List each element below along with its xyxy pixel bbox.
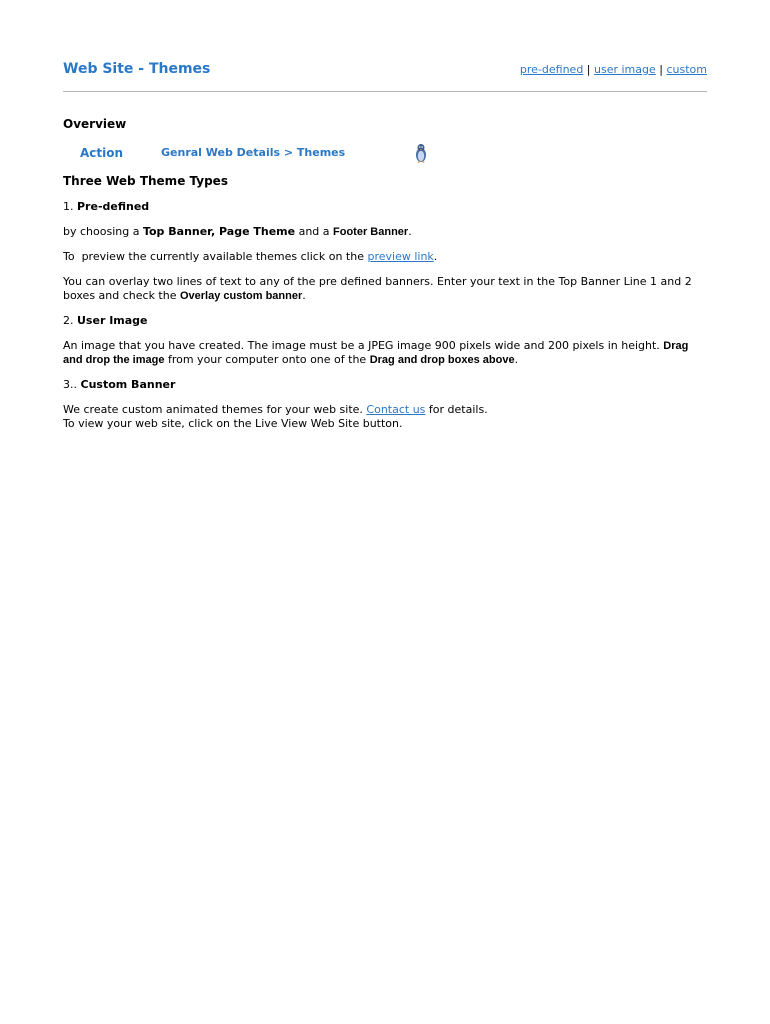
link-user-image[interactable]: user image bbox=[594, 63, 656, 76]
action-label: Action bbox=[80, 146, 124, 160]
custom-number: 3.. bbox=[63, 378, 81, 391]
text-run-bold: Drag and drop the image bbox=[63, 340, 689, 366]
text-run-bold: Drag and drop boxes above bbox=[369, 354, 515, 366]
text-run: . bbox=[408, 225, 412, 238]
breadcrumb-link[interactable]: Genral Web Details > Themes bbox=[161, 146, 346, 159]
text-run: and a bbox=[295, 225, 334, 238]
theme-type-links bbox=[520, 63, 707, 76]
link-separator: | bbox=[583, 63, 595, 76]
breadcrumb bbox=[161, 146, 345, 159]
text-run: for details. bbox=[425, 403, 488, 416]
custom-heading bbox=[63, 378, 707, 392]
text-run: . bbox=[433, 250, 438, 263]
text-run: To preview the currently available themes click on the bbox=[63, 250, 368, 263]
text-run: by choosing a bbox=[63, 225, 143, 238]
text-run-bold: Footer Banner bbox=[333, 226, 409, 238]
text-run: You can overlay two lines of text to any of the pre defined banners. Enter your text in the Top Banner Line 1 and 2 boxes and check the bbox=[63, 275, 692, 302]
predefined-title: Pre-defined bbox=[77, 200, 150, 213]
link-pre-defined[interactable]: pre-defined bbox=[519, 63, 584, 76]
contact-us-link[interactable]: Contact us bbox=[366, 403, 426, 416]
predefined-number: 1. bbox=[63, 200, 77, 213]
preview-link[interactable]: preview link bbox=[367, 250, 434, 263]
predefined-heading bbox=[63, 200, 707, 214]
live-view-instruction: To view your web site, click on the Live View Web Site button. bbox=[63, 417, 403, 430]
penguin-icon bbox=[414, 143, 428, 163]
text-run: . bbox=[302, 289, 306, 302]
text-run: from your computer onto one of the bbox=[164, 353, 370, 366]
text-run: . bbox=[514, 353, 519, 366]
text-run-bold: Overlay custom banner bbox=[179, 290, 303, 302]
page-title: Web Site - Themes bbox=[63, 61, 211, 77]
content bbox=[63, 174, 707, 442]
overview-heading: Overview bbox=[63, 117, 127, 131]
user-image-number: 2. bbox=[63, 314, 77, 327]
link-custom[interactable]: custom bbox=[666, 63, 707, 76]
user-image-heading bbox=[63, 314, 707, 328]
text-run: An image that you have created. The image must be a JPEG image 900 pixels wide and 200 pixels in height. bbox=[63, 339, 664, 352]
user-image-paragraph bbox=[63, 339, 707, 367]
predefined-paragraph-2 bbox=[63, 250, 707, 264]
text-run-bold: Top Banner, Page Theme bbox=[142, 225, 296, 238]
predefined-paragraph-1 bbox=[63, 225, 707, 239]
section-title: Three Web Theme Types bbox=[63, 174, 228, 188]
header-divider bbox=[63, 91, 707, 92]
custom-paragraph bbox=[63, 403, 707, 431]
custom-title: Custom Banner bbox=[80, 378, 176, 391]
user-image-title: User Image bbox=[77, 314, 148, 327]
link-separator: | bbox=[655, 63, 667, 76]
predefined-paragraph-3 bbox=[63, 275, 707, 303]
text-run: We create custom animated themes for your web site. bbox=[63, 403, 367, 416]
